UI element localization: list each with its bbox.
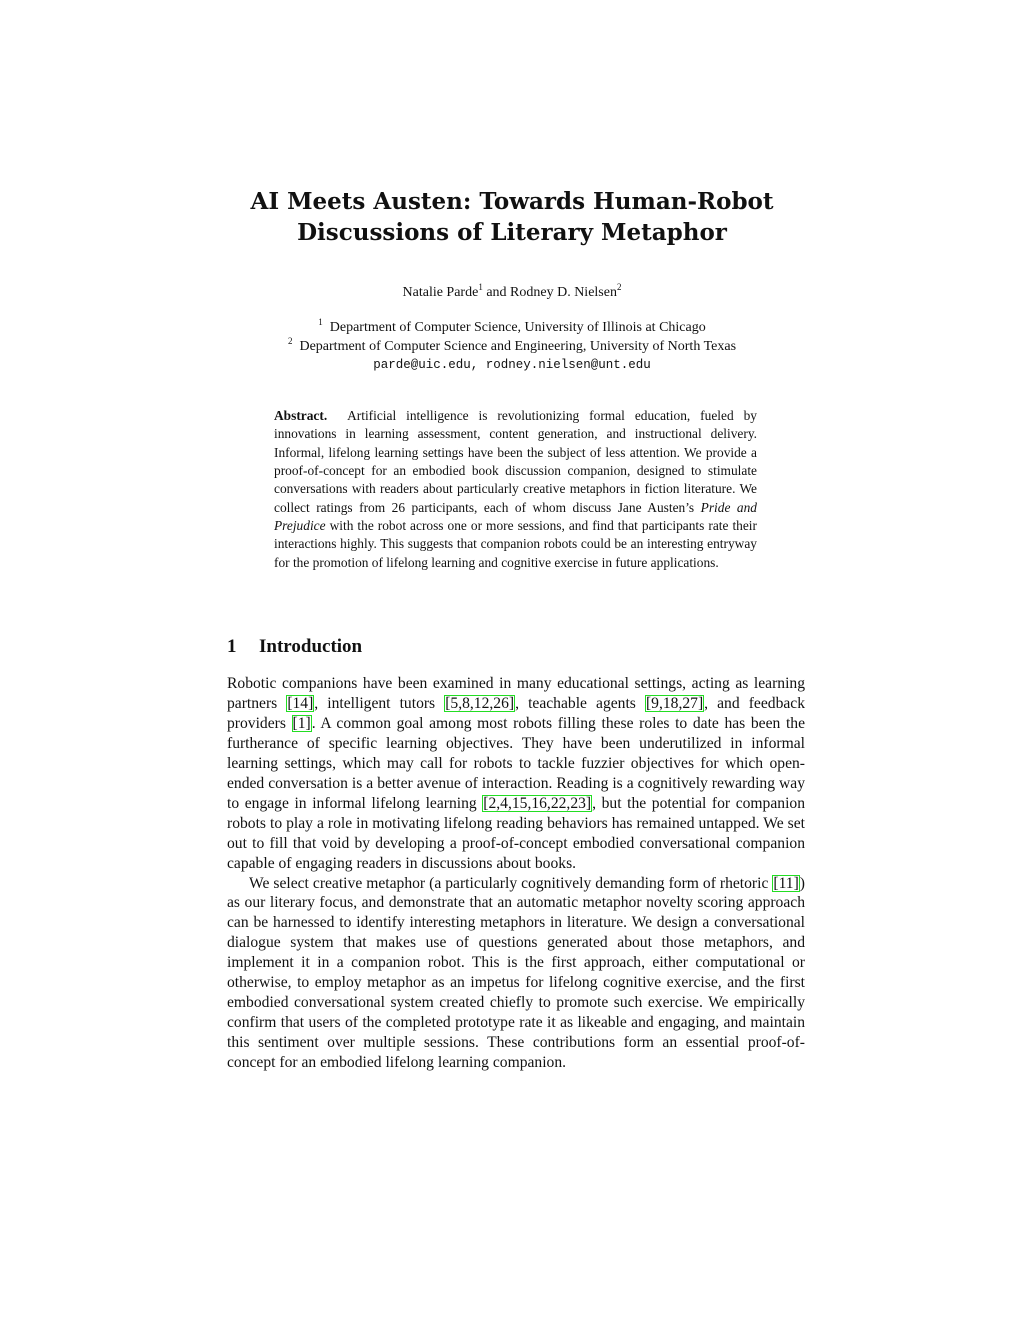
author-name: Rodney D. Nielsen	[510, 285, 617, 300]
affiliation-2	[0, 337, 1024, 356]
citation-link[interactable]: [14]	[287, 694, 314, 712]
citation-link[interactable]: [9,18,27]	[645, 694, 704, 712]
section-heading	[227, 636, 362, 658]
affiliation-text: Department of Computer Science, University of Illinois at Chicago	[329, 320, 706, 335]
paragraph-text: Robotic companions have been examined in many educational settings, acting as learning partners	[227, 675, 805, 712]
abstract-text-continued: with the robot across one or more sessions, and find that participants rate their interactions highly. This suggests that companion robots could be an interesting entryway for the promotion of lifelong learning and cognitive exercise in future applications.	[274, 518, 757, 570]
title-line-1: AI Meets Austen: Towards Human-Robot	[250, 188, 774, 215]
author-list	[0, 283, 1024, 303]
citation-link[interactable]: [5,8,12,26]	[445, 694, 515, 712]
paragraph-text: ) as our literary focus, and demonstrate that an automatic metaphor novelty scoring approach can be harnessed to identify interesting metaphors in literature. We design a conversational dialogue system that makes use of questions generated about those metaphors, and implement it in a companion robot. This is the first approach, either computational or otherwise, to employ metaphor as an impetus for lifelong cognitive exercise, and the first embodied conversational system created chiefly to promote such exercise. We empirically confirm that users of the completed prototype rate it as likeable and engaging, and maintain this sentiment over multiple sessions. These contributions form an essential proof-of-concept for an embodied lifelong learning companion.	[227, 874, 805, 1072]
paragraph-text: , teachable agents	[515, 694, 645, 712]
section-title: Introduction	[259, 636, 363, 657]
paragraph-text: . A common goal among most robots filling these roles to date has been the furtherance of specific learning objectives. They have been underutilized in informal learning settings, which may call for robots to tackle fuzzier objectives for which open-ended conversation is a better avenue of interaction. Reading is a cognitively rewarding way to engage in informal lifelong learning	[227, 714, 806, 812]
paragraph-text: , and feedback providers	[227, 694, 806, 732]
affiliations	[0, 318, 1024, 375]
introduction-body	[227, 674, 805, 1073]
book-title: Pride and Prejudice	[274, 499, 757, 534]
affiliation-mark: 1	[318, 317, 323, 327]
citation-link[interactable]: [2,4,15,16,22,23]	[483, 794, 592, 812]
citation-link[interactable]: [11]	[773, 874, 799, 892]
paragraph	[227, 874, 805, 1074]
abstract-label: Abstract.	[274, 408, 328, 423]
paragraph	[227, 674, 805, 874]
affiliation-text: Department of Computer Science and Engineering, University of North Texas	[299, 339, 737, 354]
citation-link[interactable]: [1]	[292, 714, 311, 732]
author-name: Natalie Parde	[402, 285, 479, 300]
author-connector: and	[482, 285, 511, 300]
affiliation-mark: 2	[287, 336, 293, 346]
paragraph-text: We select creative metaphor (a particularly cognitively demanding form of rhetoric	[249, 874, 773, 892]
paper-title	[160, 186, 864, 248]
author-emails: parde@uic.edu, rodney.nielsen@unt.edu	[373, 358, 651, 372]
paragraph-text: , intelligent tutors	[314, 694, 445, 712]
affiliation-1	[0, 318, 1024, 337]
abstract-text: Artificial intelligence is revolutionizing formal education, fueled by innovations in learning assessment, content generation, and instructional delivery. Informal, lifelong learning settings have been the subject of less attention. We provide a proof-of-concept for an embodied book discussion companion, designed to stimulate conversations with readers about particularly creative metaphors in fiction literature. We collect ratings from 26 participants, each of whom discuss Jane Austen’s	[274, 408, 757, 515]
paragraph-text: , but the potential for companion robots to play a role in motivating lifelong reading behaviors has remained untapped. We set out to fill that void by developing a proof-of-concept embodied conversational companion capable of engaging readers in discussions about books.	[227, 794, 805, 872]
abstract	[274, 407, 757, 572]
title-line-2: Discussions of Literary Metaphor	[297, 219, 727, 246]
affiliation-mark: 1	[478, 282, 483, 292]
affiliation-mark: 2	[616, 282, 622, 292]
section-number: 1	[227, 636, 237, 657]
